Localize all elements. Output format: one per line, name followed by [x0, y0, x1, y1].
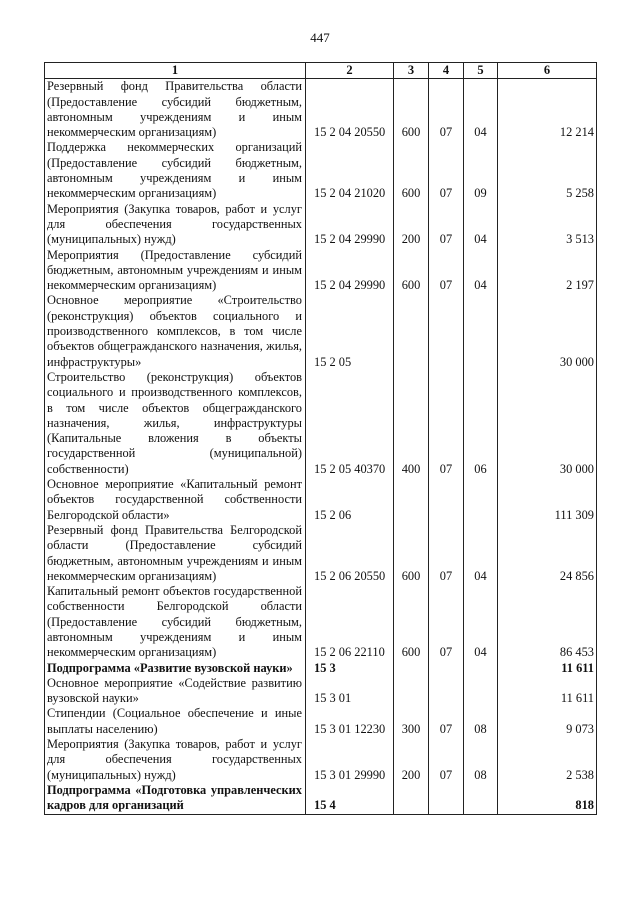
table-row [45, 248, 597, 294]
table-row [45, 140, 597, 201]
table-row [45, 783, 597, 814]
row-col3-cell: 400 [394, 370, 429, 477]
table-row [45, 584, 597, 660]
row-code-cell: 15 2 05 40370 [306, 370, 394, 477]
row-col5-cell: 04 [464, 248, 498, 294]
row-col5-cell: 04 [464, 523, 498, 584]
row-amount-cell: 818 [498, 783, 597, 814]
table-header-row [45, 63, 597, 79]
row-code-cell: 15 2 05 [306, 293, 394, 369]
row-amount-cell: 30 000 [498, 370, 597, 477]
row-name-cell: Основное мероприятие «Капитальный ремонт объектов государственной собственности Белгородской области» [45, 477, 306, 523]
row-code-cell: 15 3 [306, 661, 394, 676]
row-col3-cell: 200 [394, 202, 429, 248]
row-col4-cell [429, 783, 464, 814]
table-row [45, 523, 597, 584]
budget-table [44, 62, 597, 815]
row-name-cell: Капитальный ремонт объектов государственной собственности Белгородской области (Предоставление субсидий бюджетным, автономным учреждениям и иным некоммерческим организациям) [45, 584, 306, 660]
row-code-cell: 15 3 01 [306, 676, 394, 707]
header-col-6: 6 [498, 63, 597, 79]
row-col3-cell: 300 [394, 706, 429, 737]
row-col4-cell: 07 [429, 584, 464, 660]
page-number: 447 [310, 30, 330, 45]
row-col4-cell [429, 293, 464, 369]
row-name-cell: Стипендии (Социальное обеспечение и иные выплаты населению) [45, 706, 306, 737]
row-name-cell: Мероприятия (Закупка товаров, работ и услуг для обеспечения государственных (муниципальных) нужд) [45, 737, 306, 783]
row-amount-cell: 111 309 [498, 477, 597, 523]
row-col5-cell: 08 [464, 737, 498, 783]
table-body [45, 79, 597, 814]
table-row [45, 293, 597, 369]
table-row [45, 477, 597, 523]
row-code-cell: 15 2 06 [306, 477, 394, 523]
table-row [45, 737, 597, 783]
row-name-cell: Резервный фонд Правительства области (Предоставление субсидий бюджетным, автономным учреждениям и иным некоммерческим организациям) [45, 79, 306, 141]
row-col4-cell: 07 [429, 79, 464, 141]
row-name-cell: Мероприятия (Закупка товаров, работ и услуг для обеспечения государственных (муниципальных) нужд) [45, 202, 306, 248]
row-col5-cell [464, 676, 498, 707]
table-row [45, 676, 597, 707]
row-amount-cell: 30 000 [498, 293, 597, 369]
row-code-cell: 15 2 06 20550 [306, 523, 394, 584]
row-col5-cell: 09 [464, 140, 498, 201]
row-col4-cell [429, 661, 464, 676]
header-col-3: 3 [394, 63, 429, 79]
row-col3-cell: 600 [394, 79, 429, 141]
row-col4-cell: 07 [429, 706, 464, 737]
row-name-cell: Подпрограмма «Развитие вузовской науки» [45, 661, 306, 676]
row-name-cell: Поддержка некоммерческих организаций (Предоставление субсидий бюджетным, автономным учреждениям и иным некоммерческим организациям) [45, 140, 306, 201]
row-amount-cell: 9 073 [498, 706, 597, 737]
row-col3-cell [394, 676, 429, 707]
table-row [45, 79, 597, 141]
row-code-cell: 15 2 06 22110 [306, 584, 394, 660]
row-col3-cell [394, 293, 429, 369]
row-col4-cell [429, 676, 464, 707]
row-code-cell: 15 4 [306, 783, 394, 814]
row-col5-cell: 04 [464, 202, 498, 248]
table-row [45, 370, 597, 477]
row-amount-cell: 3 513 [498, 202, 597, 248]
row-col4-cell: 07 [429, 248, 464, 294]
row-col5-cell [464, 477, 498, 523]
row-col4-cell: 07 [429, 737, 464, 783]
row-code-cell: 15 2 04 29990 [306, 248, 394, 294]
table-row [45, 661, 597, 676]
row-col5-cell: 08 [464, 706, 498, 737]
row-col3-cell: 600 [394, 140, 429, 201]
row-col5-cell [464, 661, 498, 676]
row-col5-cell: 04 [464, 79, 498, 141]
row-col4-cell [429, 477, 464, 523]
row-amount-cell: 11 611 [498, 661, 597, 676]
row-col3-cell [394, 477, 429, 523]
row-col5-cell: 06 [464, 370, 498, 477]
row-amount-cell: 5 258 [498, 140, 597, 201]
row-name-cell: Мероприятия (Предоставление субсидий бюджетным, автономным учреждениям и иным некоммерческим организациям) [45, 248, 306, 294]
row-amount-cell: 86 453 [498, 584, 597, 660]
row-name-cell: Подпрограмма «Подготовка управленческих кадров для организаций [45, 783, 306, 814]
row-col3-cell: 600 [394, 248, 429, 294]
row-name-cell: Основное мероприятие «Содействие развитию вузовской науки» [45, 676, 306, 707]
row-col3-cell [394, 661, 429, 676]
row-amount-cell: 11 611 [498, 676, 597, 707]
row-col4-cell: 07 [429, 202, 464, 248]
row-col3-cell: 600 [394, 584, 429, 660]
row-amount-cell: 12 214 [498, 79, 597, 141]
table-row [45, 706, 597, 737]
header-col-4: 4 [429, 63, 464, 79]
header-col-2: 2 [306, 63, 394, 79]
row-code-cell: 15 3 01 12230 [306, 706, 394, 737]
row-code-cell: 15 2 04 29990 [306, 202, 394, 248]
row-amount-cell: 24 856 [498, 523, 597, 584]
row-code-cell: 15 2 04 20550 [306, 79, 394, 141]
row-col4-cell: 07 [429, 370, 464, 477]
row-col5-cell [464, 783, 498, 814]
table-row [45, 202, 597, 248]
row-col3-cell: 200 [394, 737, 429, 783]
row-code-cell: 15 3 01 29990 [306, 737, 394, 783]
row-col4-cell: 07 [429, 140, 464, 201]
row-col3-cell [394, 783, 429, 814]
row-col3-cell: 600 [394, 523, 429, 584]
header-col-1: 1 [45, 63, 306, 79]
row-col5-cell [464, 293, 498, 369]
row-code-cell: 15 2 04 21020 [306, 140, 394, 201]
row-amount-cell: 2 538 [498, 737, 597, 783]
row-col4-cell: 07 [429, 523, 464, 584]
header-col-5: 5 [464, 63, 498, 79]
row-amount-cell: 2 197 [498, 248, 597, 294]
row-name-cell: Резервный фонд Правительства Белгородской области (Предоставление субсидий бюджетным, автономным учреждениям и иным некоммерческим организациям) [45, 523, 306, 584]
row-name-cell: Строительство (реконструкция) объектов социального и производственного комплексов, в том числе объектов общегражданского назначения, жилья, инфраструктуры (Капитальные вложения в объекты государственной (муниципальной) собственности) [45, 370, 306, 477]
row-name-cell: Основное мероприятие «Строительство (реконструкция) объектов социального и производственного комплексов, в том числе объектов общегражданского назначения, жилья, инфраструктуры» [45, 293, 306, 369]
row-col5-cell: 04 [464, 584, 498, 660]
